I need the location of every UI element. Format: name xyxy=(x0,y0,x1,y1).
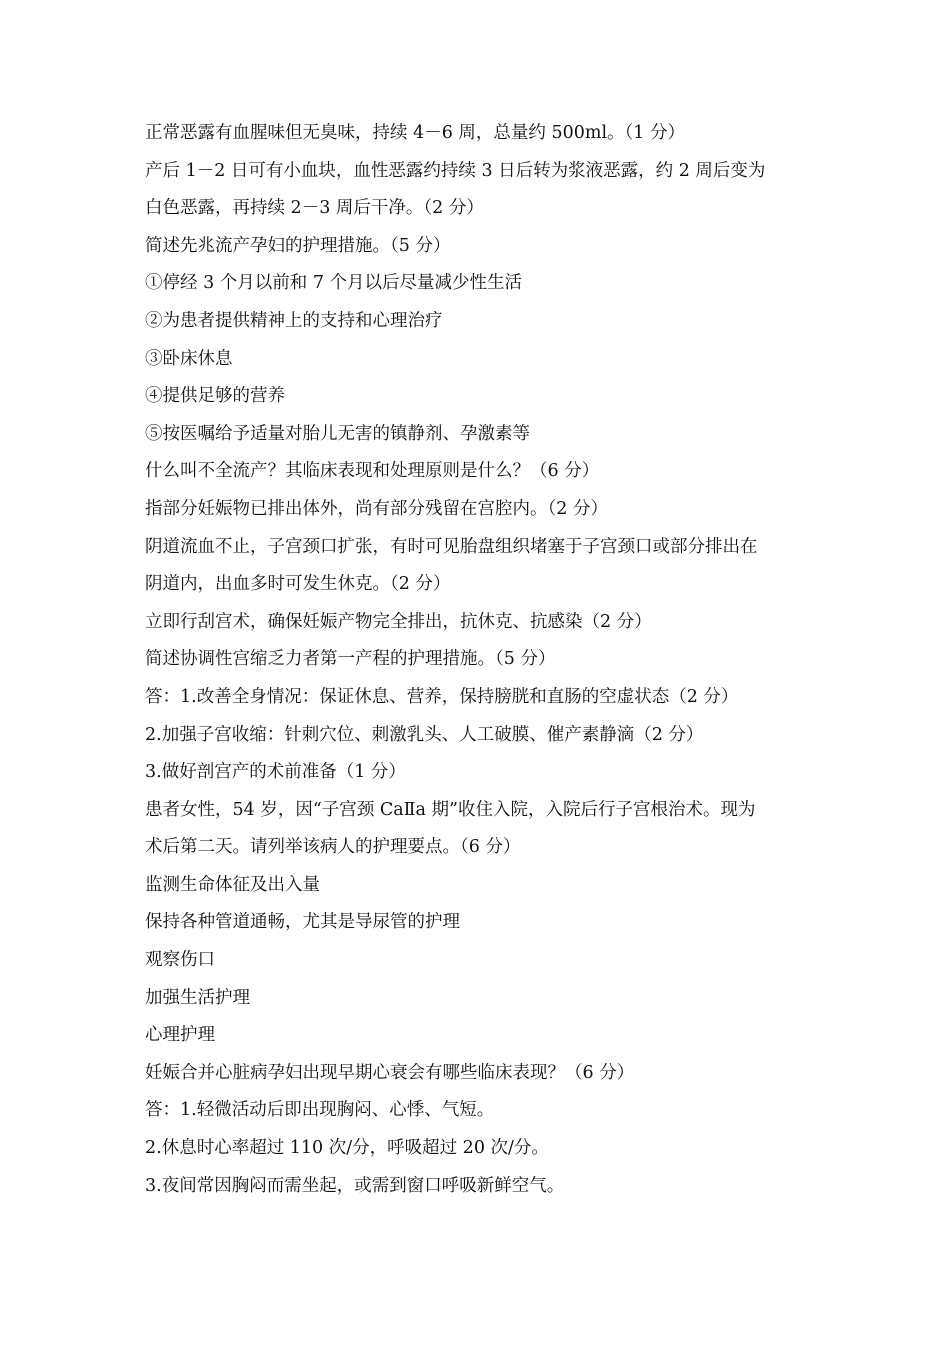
text-line: 白色恶露，再持续 2－3 周后干净。（2 分） xyxy=(145,198,484,219)
question-heading: 什么叫不全流产？其临床表现和处理原则是什么？（6 分） xyxy=(145,461,600,482)
answer-line: 答：1.改善全身情况：保证休息、营养，保持膀胱和直肠的空虚状态（2 分） xyxy=(145,686,739,707)
answer-line: 3.夜间常因胸闷而需坐起，或需到窗口呼吸新鲜空气。 xyxy=(145,1175,565,1196)
text-line: 产后 1－2 日可有小血块，血性恶露约持续 3 日后转为浆液恶露，约 2 周后变为 xyxy=(145,160,766,181)
question-heading: 简述协调性宫缩乏力者第一产程的护理措施。（5 分） xyxy=(145,649,556,670)
document-body xyxy=(145,115,825,1205)
list-item: ④提供足够的营养 xyxy=(145,386,285,407)
text-line: 阴道流血不止，子宫颈口扩张，有时可见胎盘组织堵塞于子宫颈口或部分排出在 xyxy=(145,536,758,557)
answer-line: 2.休息时心率超过 110 次/分，呼吸超过 20 次/分。 xyxy=(145,1138,549,1159)
list-item: 心理护理 xyxy=(145,1025,215,1046)
list-item: 加强生活护理 xyxy=(145,987,250,1008)
answer-line: 2.加强子宫收缩：针刺穴位、刺激乳头、人工破膜、催产素静滴（2 分） xyxy=(145,724,704,745)
question-heading: 术后第二天。请列举该病人的护理要点。（6 分） xyxy=(145,837,521,858)
text-line: 正常恶露有血腥味但无臭味，持续 4－6 周，总量约 500ml。（1 分） xyxy=(145,123,685,143)
list-item: ②为患者提供精神上的支持和心理治疗 xyxy=(145,310,443,331)
question-heading: 患者女性，54 岁，因“子宫颈 CaⅡa 期”收住入院，入院后行子宫根治术。现为 xyxy=(145,799,756,820)
answer-line: 答：1.轻微活动后即出现胸闷、心悸、气短。 xyxy=(145,1100,495,1121)
text-line: 立即行刮宫术，确保妊娠产物完全排出，抗休克、抗感染（2 分） xyxy=(145,611,652,632)
text-line: 阴道内，出血多时可发生休克。（2 分） xyxy=(145,574,451,595)
text-line: 指部分妊娠物已排出体外，尚有部分残留在宫腔内。（2 分） xyxy=(145,498,608,519)
question-heading: 简述先兆流产孕妇的护理措施。（5 分） xyxy=(145,235,451,256)
question-heading: 妊娠合并心脏病孕妇出现早期心衰会有哪些临床表现？（6 分） xyxy=(145,1062,635,1083)
list-item: ⑤按医嘱给予适量对胎儿无害的镇静剂、孕激素等 xyxy=(145,423,530,444)
list-item: 保持各种管道通畅，尤其是导尿管的护理 xyxy=(145,912,460,933)
answer-line: 3.做好剖宫产的术前准备（1 分） xyxy=(145,762,406,783)
list-item: 监测生命体征及出入量 xyxy=(145,874,320,895)
list-item: 观察伤口 xyxy=(145,950,215,971)
list-item: ①停经 3 个月以前和 7 个月以后尽量减少性生活 xyxy=(145,273,523,294)
list-item: ③卧床休息 xyxy=(145,348,233,369)
